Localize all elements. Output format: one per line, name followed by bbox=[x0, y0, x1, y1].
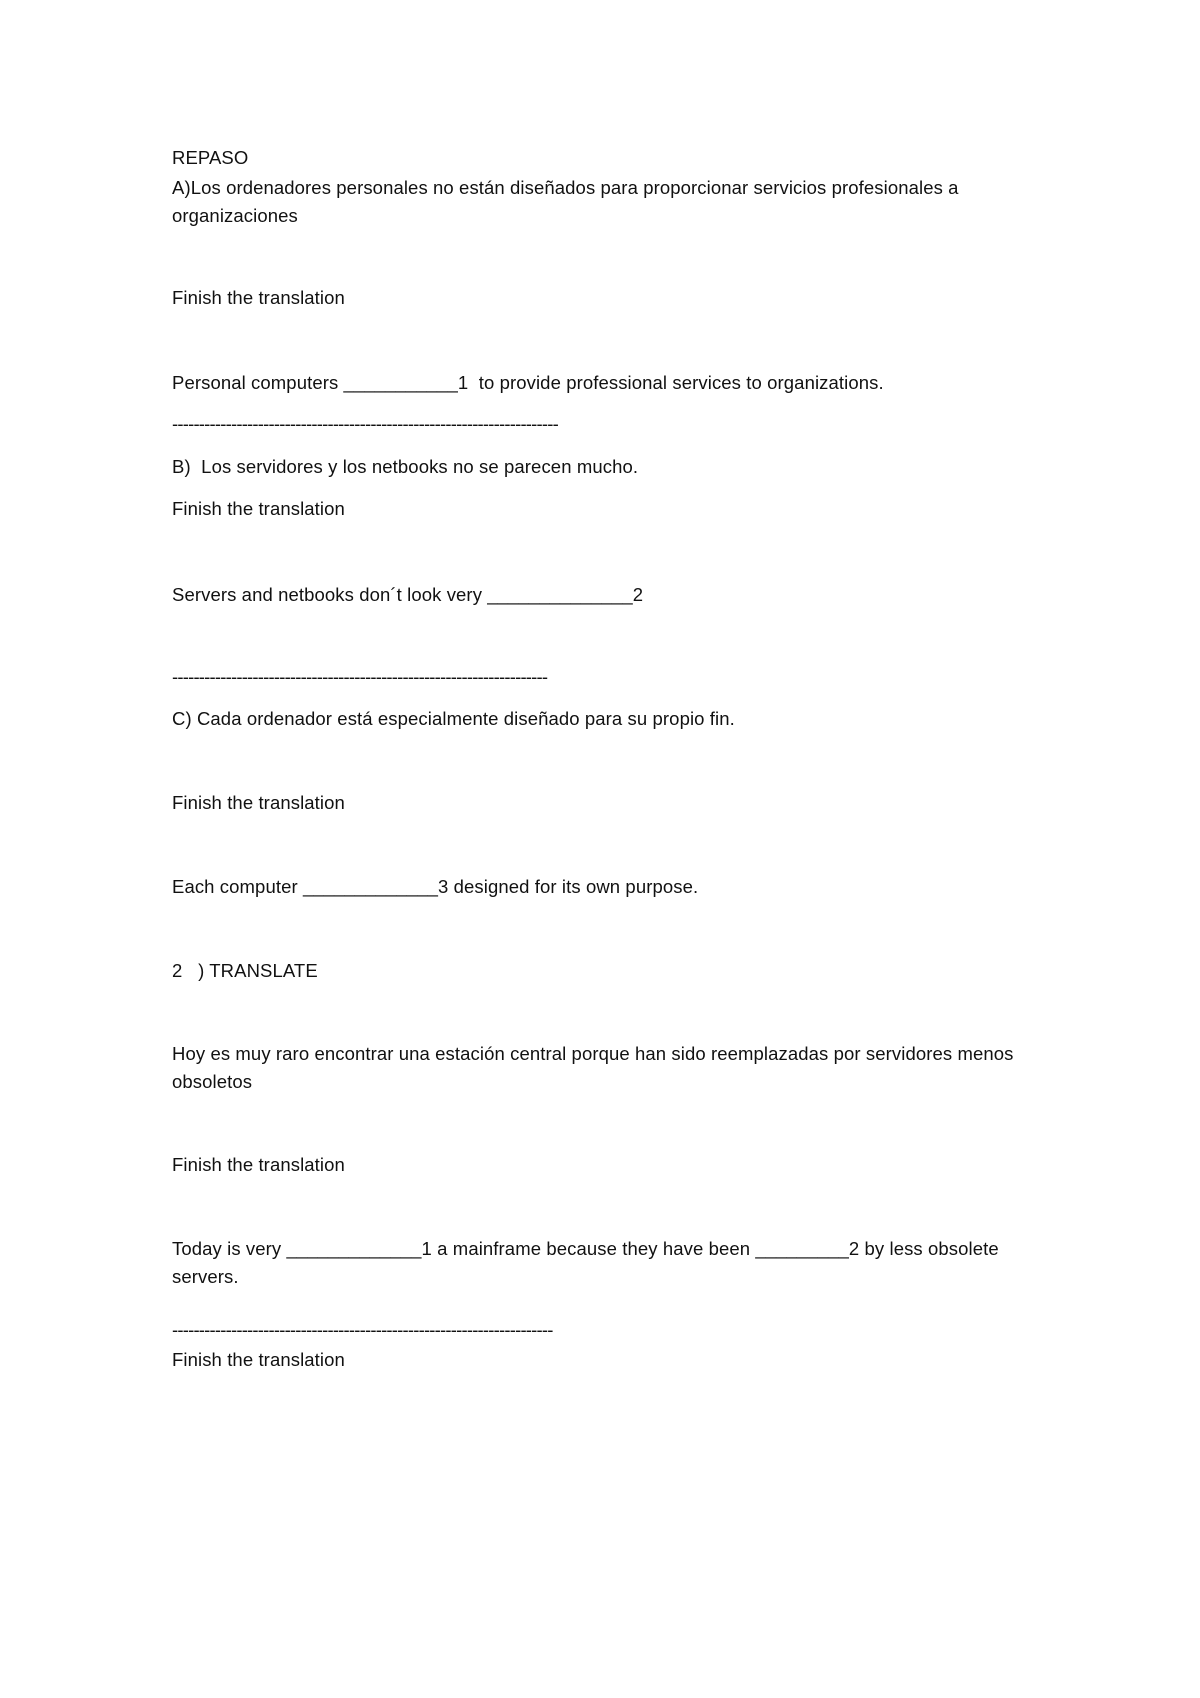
section-a-sentence: Personal computers ___________1 to provide professional services to organizations. bbox=[172, 372, 884, 393]
section-2-prompt: Hoy es muy raro encontrar una estación central porque han sido reemplazadas por servidores menos obsoletos bbox=[172, 1043, 1014, 1092]
section-a-separator: ------------------------------------------------------------------------ bbox=[172, 413, 558, 434]
section-b-prompt: B) Los servidores y los netbooks no se parecen mucho. bbox=[172, 456, 639, 477]
section-c-instruction: Finish the translation bbox=[172, 792, 345, 813]
section-2-heading: 2 ) TRANSLATE bbox=[172, 960, 318, 981]
section-b-instruction: Finish the translation bbox=[172, 498, 345, 519]
section-b-separator: ---------------------------------------------------------------------- bbox=[172, 666, 548, 687]
section-c-prompt: C) Cada ordenador está especialmente diseñado para su propio fin. bbox=[172, 708, 735, 729]
document-heading: REPASO bbox=[172, 147, 249, 168]
section-c-sentence: Each computer _____________3 designed for its own purpose. bbox=[172, 876, 699, 897]
section-2-separator: ----------------------------------------------------------------------- bbox=[172, 1319, 553, 1340]
section-b-sentence: Servers and netbooks don´t look very ______________2 bbox=[172, 584, 644, 605]
section-a-prompt: A)Los ordenadores personales no están diseñados para proporcionar servicios profesionales a organizaciones bbox=[172, 177, 959, 226]
section-a-instruction: Finish the translation bbox=[172, 287, 345, 308]
section-2-instruction-2: Finish the translation bbox=[172, 1349, 345, 1370]
section-2-sentence: Today is very _____________1 a mainframe because they have been _________2 by less obsolete servers. bbox=[172, 1238, 999, 1287]
section-2-instruction: Finish the translation bbox=[172, 1154, 345, 1175]
